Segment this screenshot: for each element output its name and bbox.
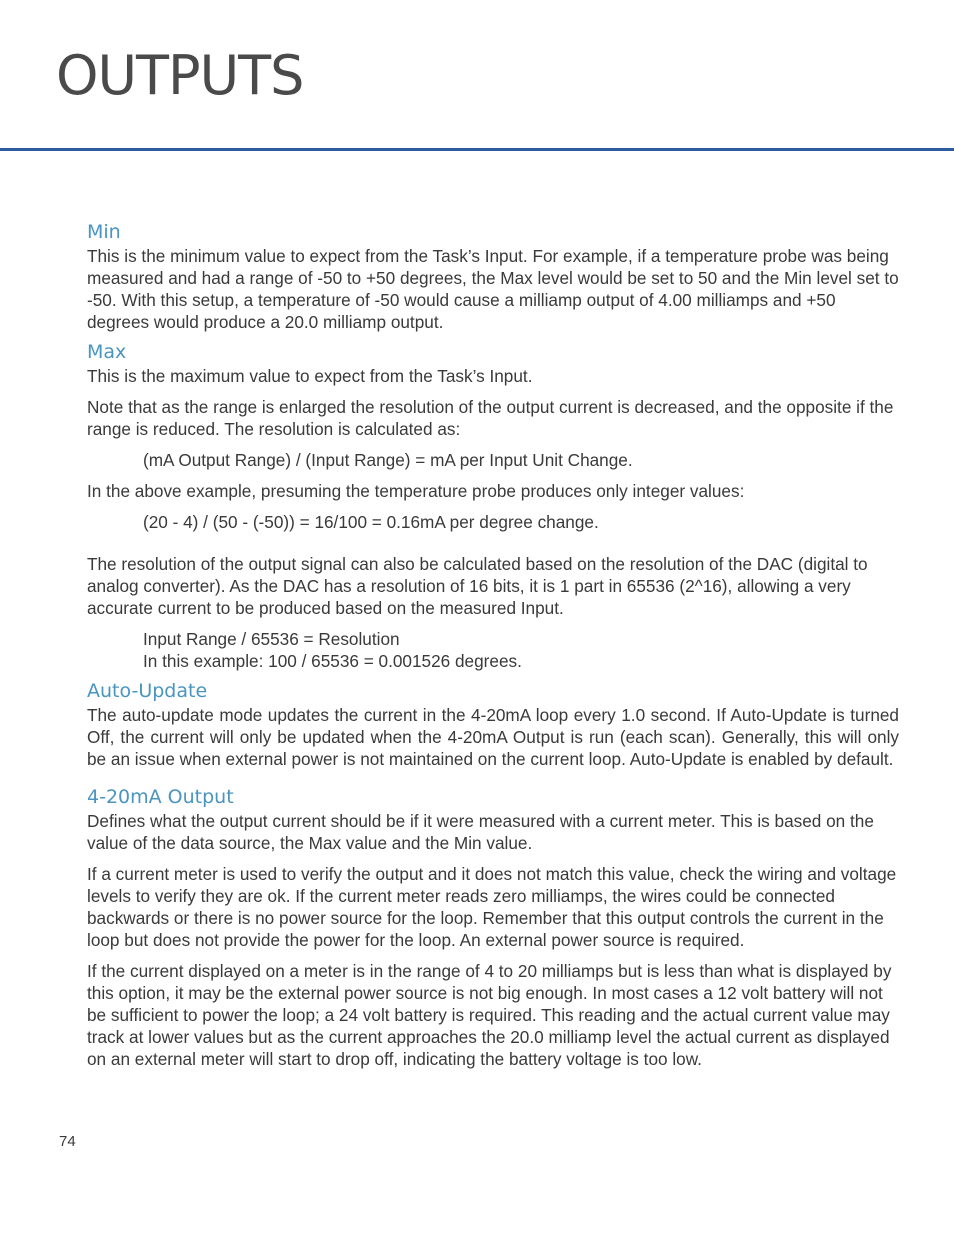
auto-update-description: The auto-update mode updates the current in the 4-20mA loop every 1.0 second. If Auto-Update is turned Off, the current will only be updated when the 4-20mA Output is run (each scan). Generally, this will only be an issue when external power is not maintained on the current loop. Auto-Update is enabled by default.: [87, 705, 899, 769]
max-resolution-formula: (mA Output Range) / (Input Range) = mA per Input Unit Change.: [143, 450, 633, 470]
section-min: [87, 219, 899, 333]
max-resolution-note: Note that as the range is enlarged the resolution of the output current is decreased, and the opposite if the range is reduced. The resolution is calculated as:: [87, 397, 894, 439]
max-dac-example: In this example: 100 / 65536 = 0.001526 degrees.: [143, 651, 522, 671]
output-description-3: If the current displayed on a meter is in the range of 4 to 20 milliamps but is less than what is displayed by this option, it may be the external power source is not big enough. In most cases a 12 volt battery will not be sufficient to power the loop; a 24 volt battery is required. This reading and the actual current value may track at lower values but as the current approaches the 20.0 milliamp level the actual current as displayed on an external meter will start to drop off, indicating the battery voltage is too low.: [87, 961, 892, 1069]
section-4-20ma-output: [87, 784, 899, 1070]
section-heading-max: Max: [87, 341, 127, 363]
page-number: 74: [59, 1133, 76, 1150]
section-heading-auto-update: Auto-Update: [87, 680, 208, 702]
max-description: This is the maximum value to expect from the Task’s Input.: [87, 366, 533, 386]
min-description: This is the minimum value to expect from the Task’s Input. For example, if a temperature probe was being measured and had a range of -50 to +50 degrees, the Max level would be set to 50 and the Min level set to -50. With this setup, a temperature of -50 would cause a milliamp output of 4.00 milliamps and +50 degrees would produce a 20.0 milliamp output.: [87, 246, 899, 332]
section-heading-min: Min: [87, 221, 121, 243]
page-title: OUTPUTS: [56, 44, 304, 107]
max-dac-formula: Input Range / 65536 = Resolution: [143, 629, 400, 649]
page-content: [87, 219, 899, 1070]
section-auto-update: [87, 678, 899, 770]
max-dac-description: The resolution of the output signal can also be calculated based on the resolution of the DAC (digital to analog converter). As the DAC has a resolution of 16 bits, it is 1 part in 65536 (2^16), allowing a very accurate current to be produced based on the measured Input.: [87, 554, 868, 618]
page-header: [0, 0, 954, 152]
max-example-formula: (20 - 4) / (50 - (-50)) = 16/100 = 0.16mA per degree change.: [143, 512, 599, 532]
output-description-1: Defines what the output current should be if it were measured with a current meter. This is based on the value of the data source, the Max value and the Min value.: [87, 811, 874, 853]
max-example-intro: In the above example, presuming the temperature probe produces only integer values:: [87, 481, 745, 501]
section-max: [87, 339, 899, 672]
output-description-2: If a current meter is used to verify the output and it does not match this value, check the wiring and voltage levels to verify they are ok. If the current meter reads zero milliamps, the wires could be connected backwards or there is no power source for the loop. Remember that this output controls the current in the loop but does not provide the power for the loop. An external power source is required.: [87, 864, 897, 950]
section-heading-4-20ma-output: 4-20mA Output: [87, 786, 234, 808]
header-divider: [0, 148, 954, 151]
